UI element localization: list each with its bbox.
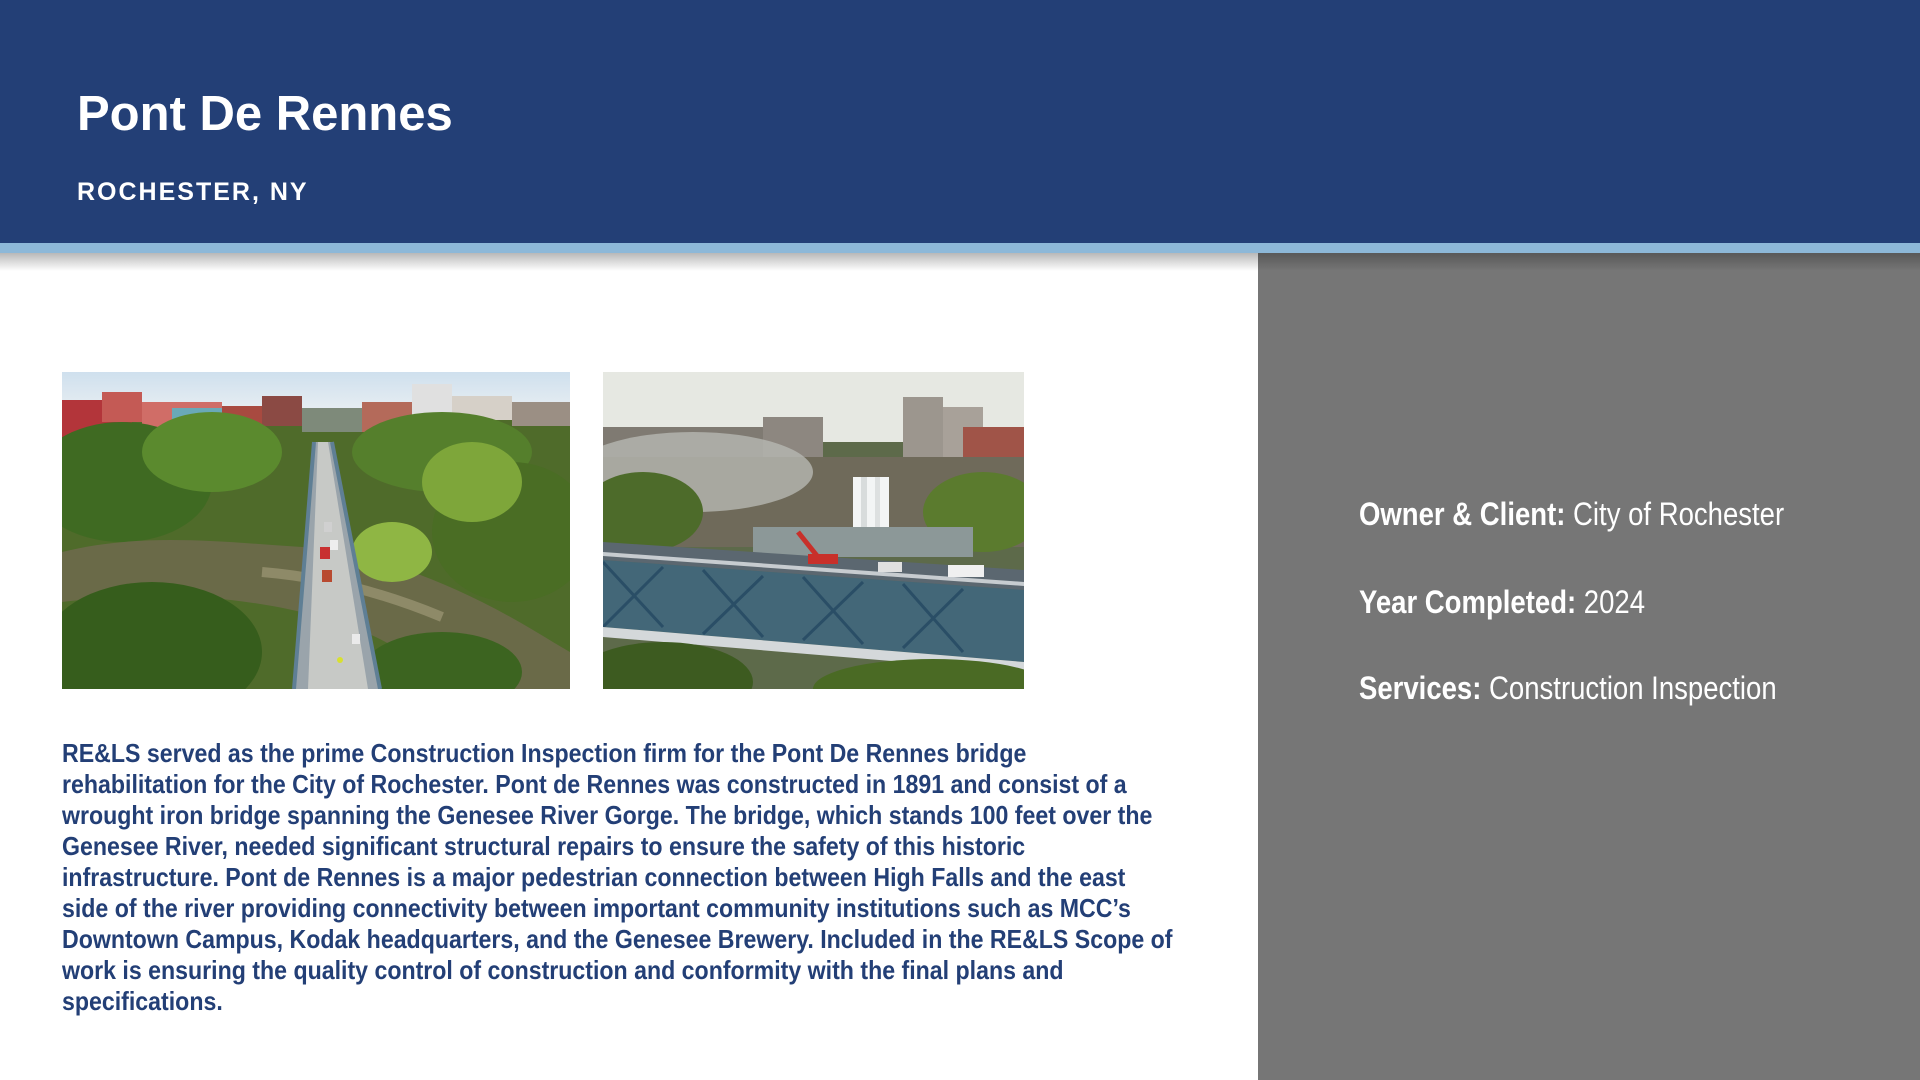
page-title: Pont De Rennes xyxy=(77,87,453,141)
year-completed-row xyxy=(1359,582,1645,622)
year-completed-label: Year Completed: xyxy=(1359,584,1584,620)
project-location: ROCHESTER, NY xyxy=(77,178,309,206)
header-accent-stripe xyxy=(0,243,1920,253)
year-completed-value: 2024 xyxy=(1583,584,1646,620)
photo-bridge-falls xyxy=(603,372,1024,689)
owner-client-row xyxy=(1359,494,1784,534)
header-banner xyxy=(0,0,1920,243)
project-info-panel xyxy=(1258,253,1920,1080)
project-description: RE&LS served as the prime Construction Inspection firm for the Pont De Rennes bridge rehabilitation for the City of Rochester. Pont de Rennes was constructed in 1891 and consist of a wrought iron bridge spanning the Genesee River Gorge. The bridge, which stands 100 feet over the Genesee River, needed significant structural repairs to ensure the safety of this historic infrastructure. Pont de Rennes is a major pedestrian connection between High Falls and the east side of the river providing connectivity between important community institutions such as MCC’s Downtown Campus, Kodak headquarters, and the Genesee Brewery. Included in the RE&LS Scope of work is ensuring the quality control of construction and conformity with the final plans and specifications. xyxy=(62,738,1173,1016)
services-value: Construction Inspection xyxy=(1489,670,1777,706)
owner-client-label: Owner & Client: xyxy=(1359,496,1574,532)
photo-aerial-bridge xyxy=(62,372,570,689)
owner-client-value: City of Rochester xyxy=(1573,496,1785,532)
services-row xyxy=(1359,668,1777,708)
header-shadow xyxy=(0,253,1258,271)
sidebar-shadow xyxy=(1258,253,1920,271)
services-label: Services: xyxy=(1359,670,1490,706)
